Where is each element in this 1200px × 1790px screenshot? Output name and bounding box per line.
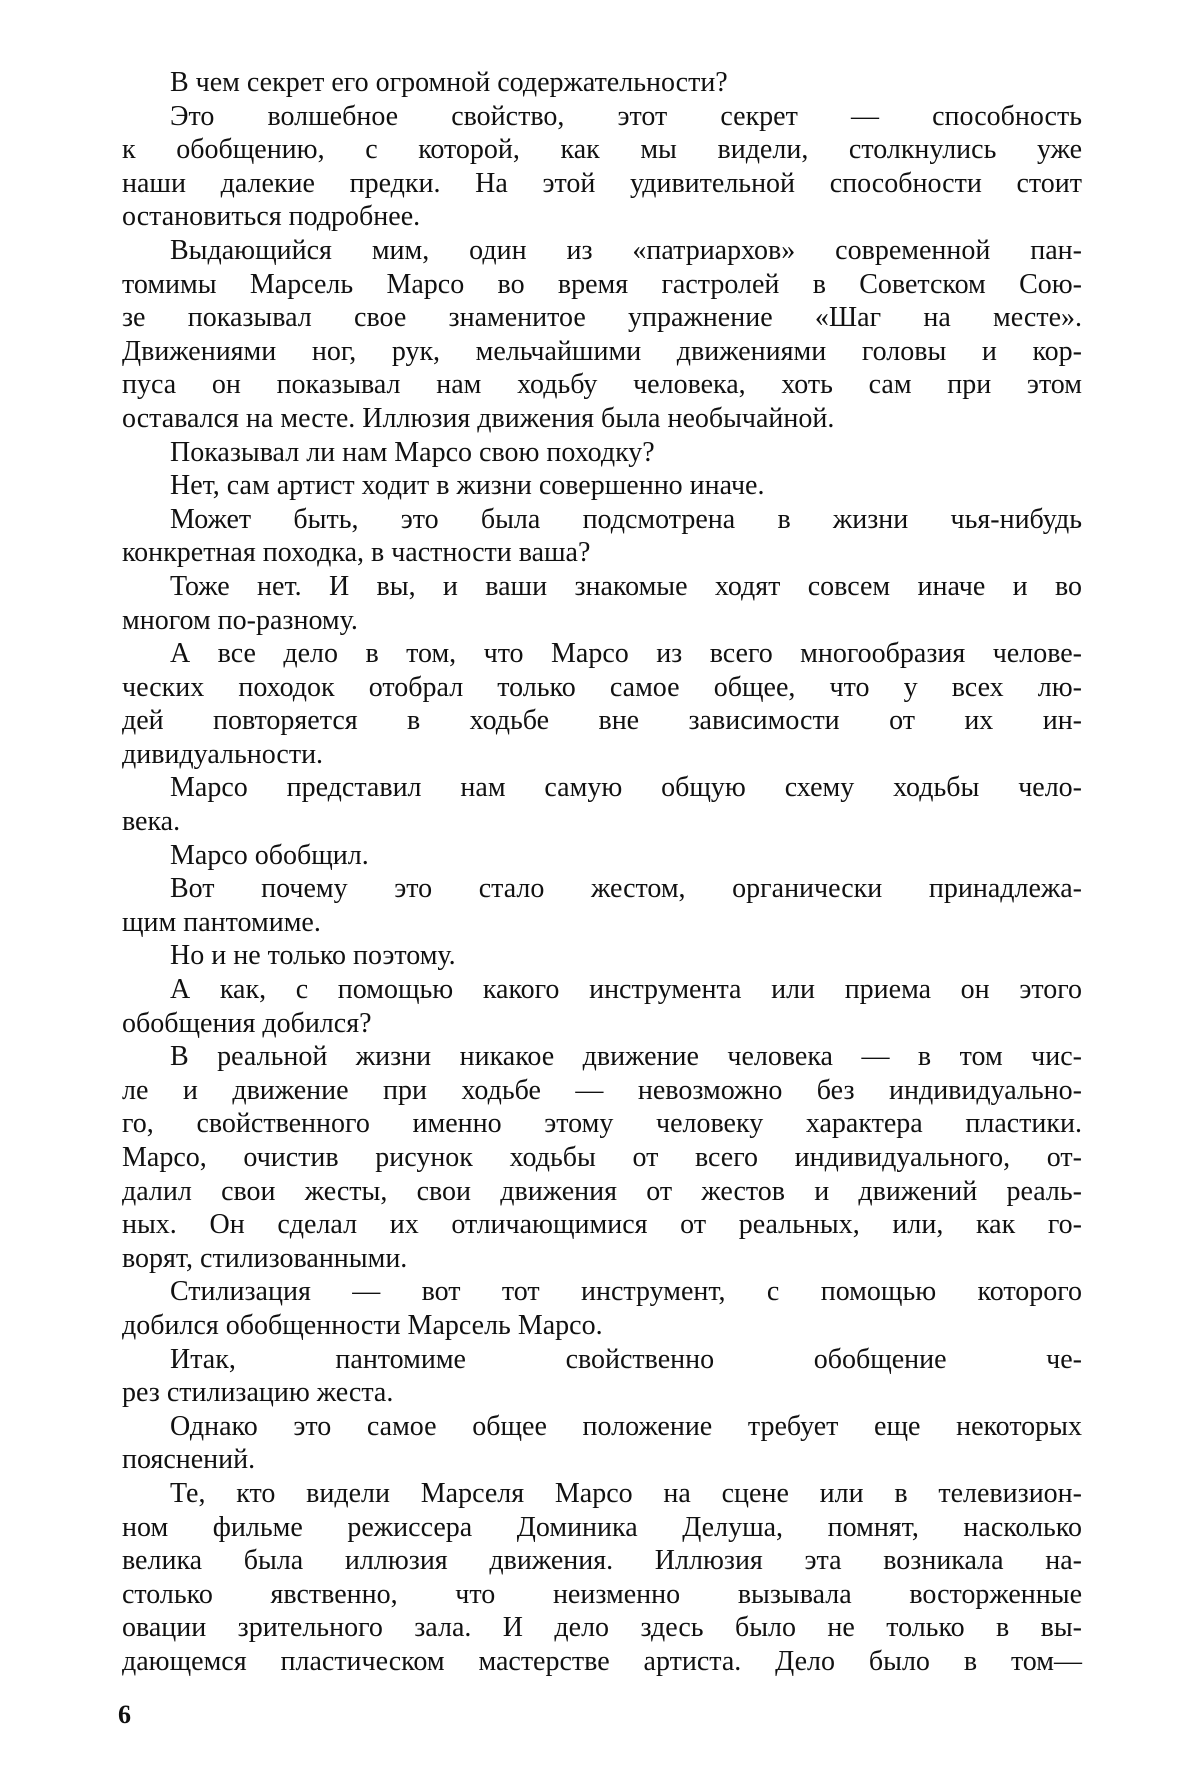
text-line: Нет, сам артист ходит в жизни совершенно иначе. [170, 470, 765, 502]
text-line: остановиться подробнее. [122, 201, 421, 233]
text-line: добился обобщенности Марсель Марсо. [122, 1309, 603, 1341]
text-line: Те, кто видели Марселя Марсо на сцене или в телевизион- [170, 1477, 1082, 1509]
page-number: 6 [118, 1700, 131, 1729]
text-line: зе показывал свое знаменитое упражнение «Шаг на месте». [122, 302, 1082, 334]
text-line: А все дело в том, что Марсо из всего многообразия челове- [170, 638, 1082, 670]
text-line: Может быть, это была подсмотрена в жизни чья-нибудь [170, 503, 1082, 535]
text-line: наши далекие предки. На этой удивительной способности стоит [122, 167, 1082, 199]
text-line: Марсо, очистив рисунок ходьбы от всего индивидуального, от- [122, 1142, 1082, 1173]
text-line: Марсо представил нам самую общую схему ходьбы чело- [170, 772, 1082, 804]
text-line: ле и движение при ходьбе — невозможно без индивидуально- [122, 1074, 1082, 1106]
text-line: конкретная походка, в частности ваша? [122, 537, 591, 569]
text-line: дающемся пластическом мастерстве артиста. Дело было в том— [122, 1645, 1082, 1677]
text-line: Выдающийся мим, один из «патриархов» современной пан- [170, 234, 1082, 266]
text-line: Однако это самое общее положение требует еще некоторых [170, 1410, 1082, 1442]
text-line: дивидуальности. [122, 738, 324, 770]
text-line: А как, с помощью какого инструмента или приема он этого [170, 974, 1082, 1006]
text-line: дей повторяется в ходьбе вне зависимости от их ин- [122, 705, 1082, 737]
text-line: Это волшебное свойство, этот секрет — способность [170, 100, 1082, 132]
text-line: Марсо обобщил. [170, 839, 369, 871]
text-line: ном фильме режиссера Доминика Делуша, помнят, насколько [122, 1511, 1082, 1543]
text-line: ческих походок отобрал только самое общее, что у всех лю- [122, 671, 1082, 703]
text-line: к обобщению, с которой, как мы видели, столкнулись уже [122, 134, 1082, 166]
text-line: рез стилизацию жеста. [122, 1377, 394, 1409]
text-line: ворят, стилизованными. [122, 1242, 408, 1274]
text-line: пуса он показывал нам ходьбу человека, хоть сам при этом [122, 369, 1082, 401]
text-line: столько явственно, что неизменно вызывала восторженные [122, 1578, 1082, 1610]
text-line: велика была иллюзия движения. Иллюзия эта возникала на- [122, 1545, 1082, 1577]
text-line: века. [122, 806, 181, 838]
page-body [122, 66, 1082, 1679]
text-line: Показывал ли нам Марсо свою походку? [170, 436, 655, 468]
text-line: го, свойственного именно этому человеку характера пластики. [122, 1108, 1082, 1140]
text-line: В чем секрет его огромной содержательности? [170, 67, 728, 98]
text-line: далил свои жесты, свои движения от жестов и движений реаль- [122, 1175, 1082, 1207]
text-line: обобщения добился? [122, 1007, 372, 1039]
text-line: Вот почему это стало жестом, органически принадлежа- [170, 873, 1082, 905]
text-line: щим пантомиме. [122, 906, 321, 938]
text-line: Итак, пантомиме свойственно обобщение че- [170, 1343, 1082, 1375]
text-line: овации зрительного зала. И дело здесь было не только в вы- [122, 1612, 1082, 1644]
text-line: Тоже нет. И вы, и ваши знакомые ходят совсем иначе и во [170, 570, 1082, 602]
text-line: оставался на месте. Иллюзия движения была необычайной. [122, 402, 835, 434]
text-line: пояснений. [122, 1444, 256, 1476]
text-line: Но и не только поэтому. [170, 940, 456, 972]
text-line: Стилизация — вот тот инструмент, с помощью которого [170, 1276, 1082, 1308]
text-line: томимы Марсель Марсо во время гастролей в Советском Сою- [122, 268, 1082, 300]
text-line: Движениями ног, рук, мельчайшими движениями головы и кор- [122, 335, 1082, 367]
text-line: ных. Он сделал их отличающимися от реальных, или, как го- [122, 1209, 1082, 1241]
text-line: В реальной жизни никакое движение человека — в том чис- [170, 1041, 1082, 1073]
text-line: многом по-разному. [122, 604, 358, 636]
